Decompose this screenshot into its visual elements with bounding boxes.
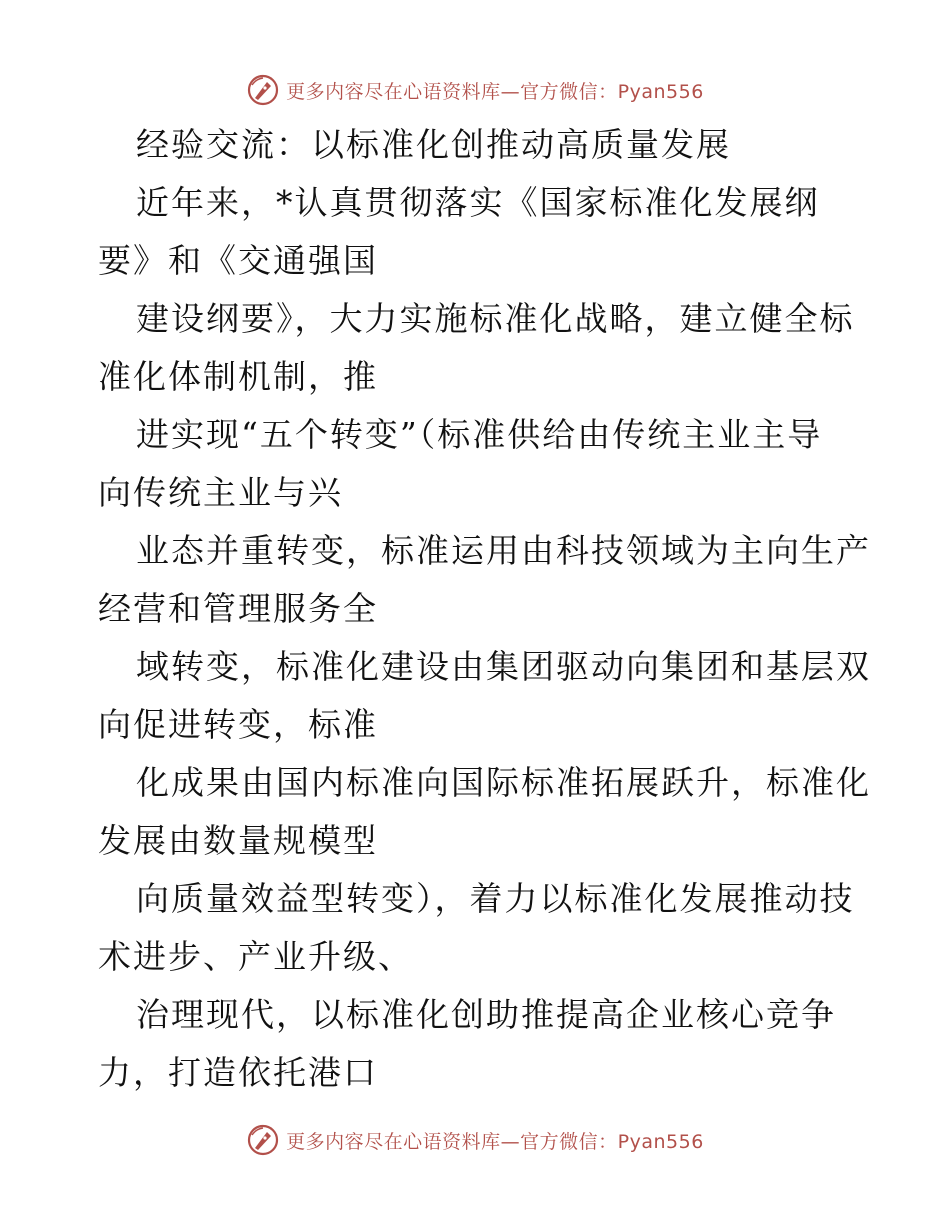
text-line: 准化体制机制，推: [98, 357, 378, 396]
header-banner: [0, 70, 950, 110]
text-line: 要》和《交通强国: [98, 241, 378, 280]
text-line: 建设纲要》，大力实施标准化战略，建立健全标: [136, 299, 855, 338]
footer-banner: [0, 1120, 950, 1160]
text-line: 发展由数量规模型: [98, 821, 378, 860]
text-line: 向质量效益型转变），着力以标准化发展推动技: [136, 879, 855, 918]
text-line: 向促进转变，标准: [98, 705, 378, 744]
text-line: 化成果由国内标准向国际标准拓展跃升，标准化: [136, 763, 871, 802]
document-title: 经验交流：以标准化创推动高质量发展: [136, 125, 731, 164]
text-line: 术进步、产业升级、: [98, 937, 413, 976]
text-line: 经营和管理服务全: [98, 589, 378, 628]
document-body: [98, 116, 871, 1102]
text-line: 治理现代，以标准化创助推提高企业核心竞争: [136, 995, 836, 1034]
pen-nib-logo-icon: [246, 1123, 280, 1157]
text-line: 近年来，*认真贯彻落实《国家标准化发展纲: [136, 183, 820, 222]
text-line: 进实现“五个转变”（标准供给由传统主业主导: [136, 415, 823, 454]
text-line: 力，打造依托港口: [98, 1053, 378, 1092]
text-line: 业态并重转变，标准运用由科技领域为主向生产: [136, 531, 871, 570]
text-line: 向传统主业与兴: [98, 473, 343, 512]
pen-nib-logo-icon: [246, 73, 280, 107]
text-line: 域转变，标准化建设由集团驱动向集团和基层双: [136, 647, 871, 686]
footer-banner-text: 更多内容尽在心语资料库—官方微信：Pyan556: [286, 1130, 704, 1153]
header-banner-text: 更多内容尽在心语资料库—官方微信：Pyan556: [286, 80, 704, 103]
